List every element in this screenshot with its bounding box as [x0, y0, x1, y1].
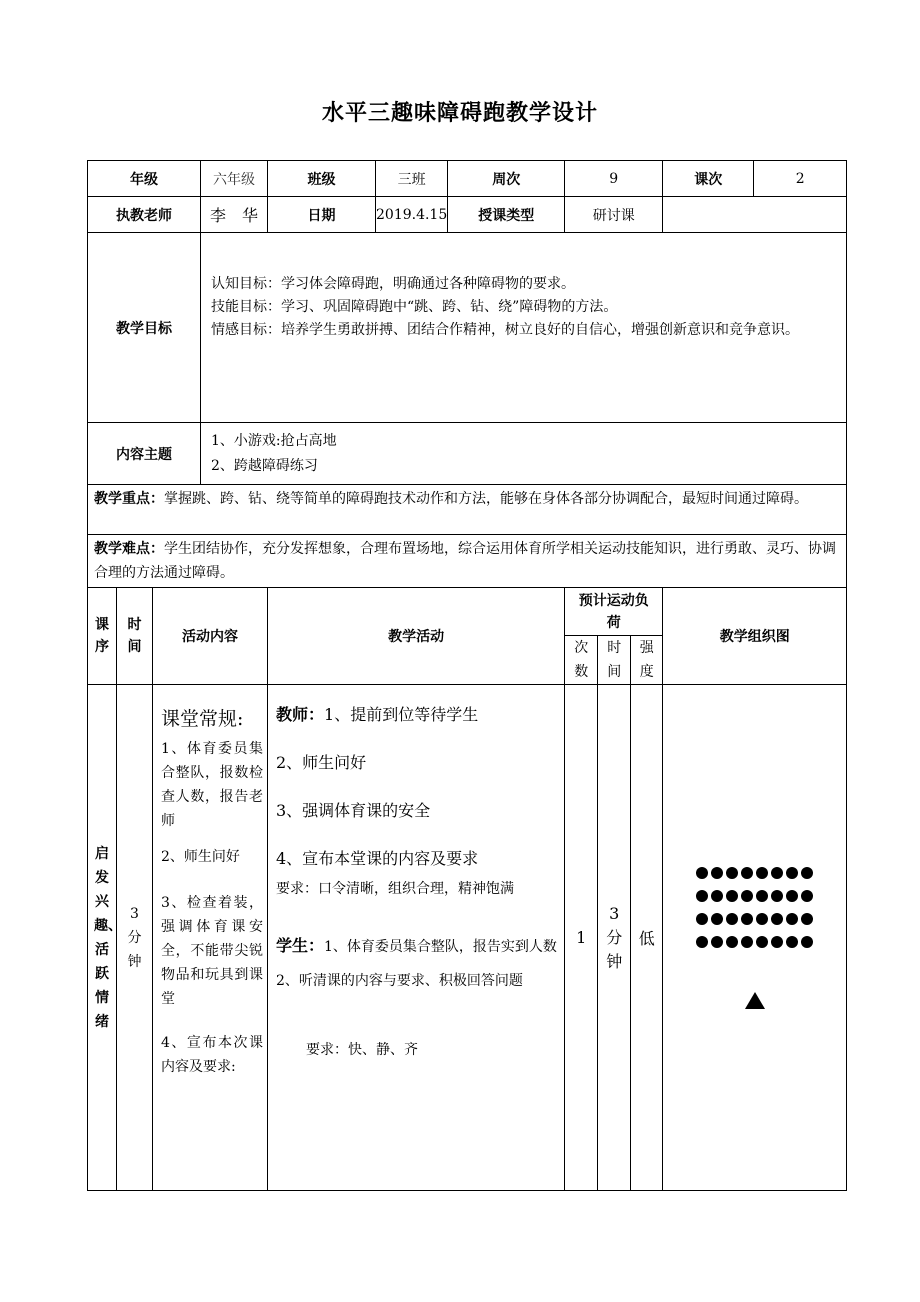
student-dot — [771, 936, 783, 948]
student-dot — [756, 913, 768, 925]
student-dot — [711, 913, 723, 925]
key-point-text: 掌握跳、跨、钻、绕等简单的障碍跑技术动作和方法，能够在身体各部分协调配合，最短时间通过障碍。 — [164, 491, 808, 507]
teacher-item: 2、师生问好 — [276, 753, 367, 772]
empty-cell — [663, 197, 847, 233]
student-requirement: 要求：快、静、齐 — [306, 1042, 418, 1058]
goal-skill: 技能目标：学习、巩固障碍跑中“跳、跨、钻、绕”障碍物的方法。 — [211, 299, 618, 315]
date-value: 2019.4.15 — [376, 197, 448, 233]
student-dot — [726, 936, 738, 948]
student-dot — [741, 936, 753, 948]
student-role-label: 学生： — [276, 936, 325, 955]
goal-emotion: 情感目标：培养学生勇敢拼搏、团结合作精神，树立良好的自信心，增强创新意识和竞争意识。 — [211, 322, 799, 338]
student-dot — [726, 867, 738, 879]
teacher-value: 李 华 — [201, 197, 268, 233]
content-cell — [153, 685, 268, 1191]
student-dot — [771, 867, 783, 879]
week-label: 周次 — [448, 161, 565, 197]
goals-content — [201, 233, 847, 423]
student-dot — [711, 867, 723, 879]
content-item: 2、师生问好 — [161, 849, 240, 865]
difficulty-label: 教学难点： — [94, 541, 164, 557]
student-dot — [756, 867, 768, 879]
teacher-label: 执教老师 — [88, 197, 201, 233]
time-cell: 3分钟 — [117, 685, 153, 1191]
student-dot — [726, 913, 738, 925]
student-dot — [711, 890, 723, 902]
diagram-header: 教学组织图 — [663, 588, 847, 685]
load-time-cell: 3分钟 — [598, 685, 631, 1191]
time-header: 时间 — [117, 588, 153, 685]
student-dot — [696, 867, 708, 879]
difficulty-text: 学生团结协作，充分发挥想象，合理布置场地，综合运用体育所学相关运动技能知识，进行勇敢、灵巧、协调合理的方法通过障碍。 — [94, 541, 836, 581]
student-dot — [756, 890, 768, 902]
topics-label: 内容主题 — [88, 423, 201, 485]
student-dot — [801, 867, 813, 879]
student-dot — [786, 890, 798, 902]
organization-diagram — [663, 685, 847, 1191]
student-dot — [786, 913, 798, 925]
student-dot — [786, 867, 798, 879]
student-dot — [696, 890, 708, 902]
class-value: 三班 — [376, 161, 448, 197]
intensity-cell: 低 — [631, 685, 663, 1191]
lesson-value: 2 — [754, 161, 847, 197]
teacher-item: 3、强调体育课的安全 — [276, 801, 431, 820]
load-header: 预计运动负荷 — [565, 588, 663, 636]
topic-item: 2、跨越障碍练习 — [211, 458, 318, 474]
week-value: 9 — [565, 161, 663, 197]
type-value: 研讨课 — [565, 197, 663, 233]
content-item: 1、体育委员集合整队，报数检查人数，报告老师 — [161, 741, 263, 829]
count-header: 次数 — [565, 636, 598, 685]
topic-item: 1、小游戏:抢占高地 — [211, 433, 337, 449]
student-dot — [771, 913, 783, 925]
content-title: 课堂常规: — [161, 708, 244, 730]
student-dot — [726, 890, 738, 902]
content-header: 活动内容 — [153, 588, 268, 685]
page-title: 水平三趣味障碍跑教学设计 — [321, 101, 598, 126]
content-item: 3、检查着装，强调体育课安全，不能带尖锐物品和玩具到课堂 — [161, 895, 263, 1007]
student-dot — [741, 913, 753, 925]
activity-header: 教学活动 — [268, 588, 565, 685]
student-dot — [741, 867, 753, 879]
teacher-requirement: 要求：口令清晰，组织合理，精神饱满 — [276, 881, 514, 897]
teaching-activity-cell — [268, 685, 565, 1191]
goal-cognitive: 认知目标：学习体会障碍跑，明确通过各种障碍物的要求。 — [211, 276, 575, 292]
student-dot — [801, 890, 813, 902]
content-item: 4、宣布本次课内容及要求: — [161, 1035, 263, 1075]
student-dot — [771, 890, 783, 902]
student-dot — [696, 913, 708, 925]
load-time-header: 时间 — [598, 636, 631, 685]
goals-label: 教学目标 — [88, 233, 201, 423]
student-dot — [801, 936, 813, 948]
lesson-plan-table — [87, 160, 847, 1191]
date-label: 日期 — [268, 197, 376, 233]
grade-label: 年级 — [88, 161, 201, 197]
intensity-header: 强度 — [631, 636, 663, 685]
teacher-role-label: 教师： — [276, 705, 325, 724]
stage-cell: 启发兴趣、活跃情绪 — [88, 685, 117, 1191]
student-dot — [711, 936, 723, 948]
student-dot — [696, 936, 708, 948]
student-dot — [801, 913, 813, 925]
grade-value: 六年级 — [201, 161, 268, 197]
student-dot — [786, 936, 798, 948]
lesson-label: 课次 — [663, 161, 754, 197]
type-label: 授课类型 — [448, 197, 565, 233]
difficulty — [88, 535, 847, 588]
count-cell: 1 — [565, 685, 598, 1191]
student-formation — [663, 867, 846, 948]
key-point-label: 教学重点： — [94, 491, 164, 507]
order-header: 课序 — [88, 588, 117, 685]
teacher-item: 4、宣布本堂课的内容及要求 — [276, 849, 479, 868]
teacher-item: 1、提前到位等待学生 — [324, 705, 479, 724]
class-label: 班级 — [268, 161, 376, 197]
key-point — [88, 485, 847, 535]
teacher-position-icon — [745, 992, 765, 1009]
student-text: 1、体育委员集合整队，报告实到人数 2、听清课的内容与要求、积极回答问题 — [276, 939, 557, 989]
student-dot — [741, 890, 753, 902]
topics-content — [201, 423, 847, 485]
student-dot — [756, 936, 768, 948]
